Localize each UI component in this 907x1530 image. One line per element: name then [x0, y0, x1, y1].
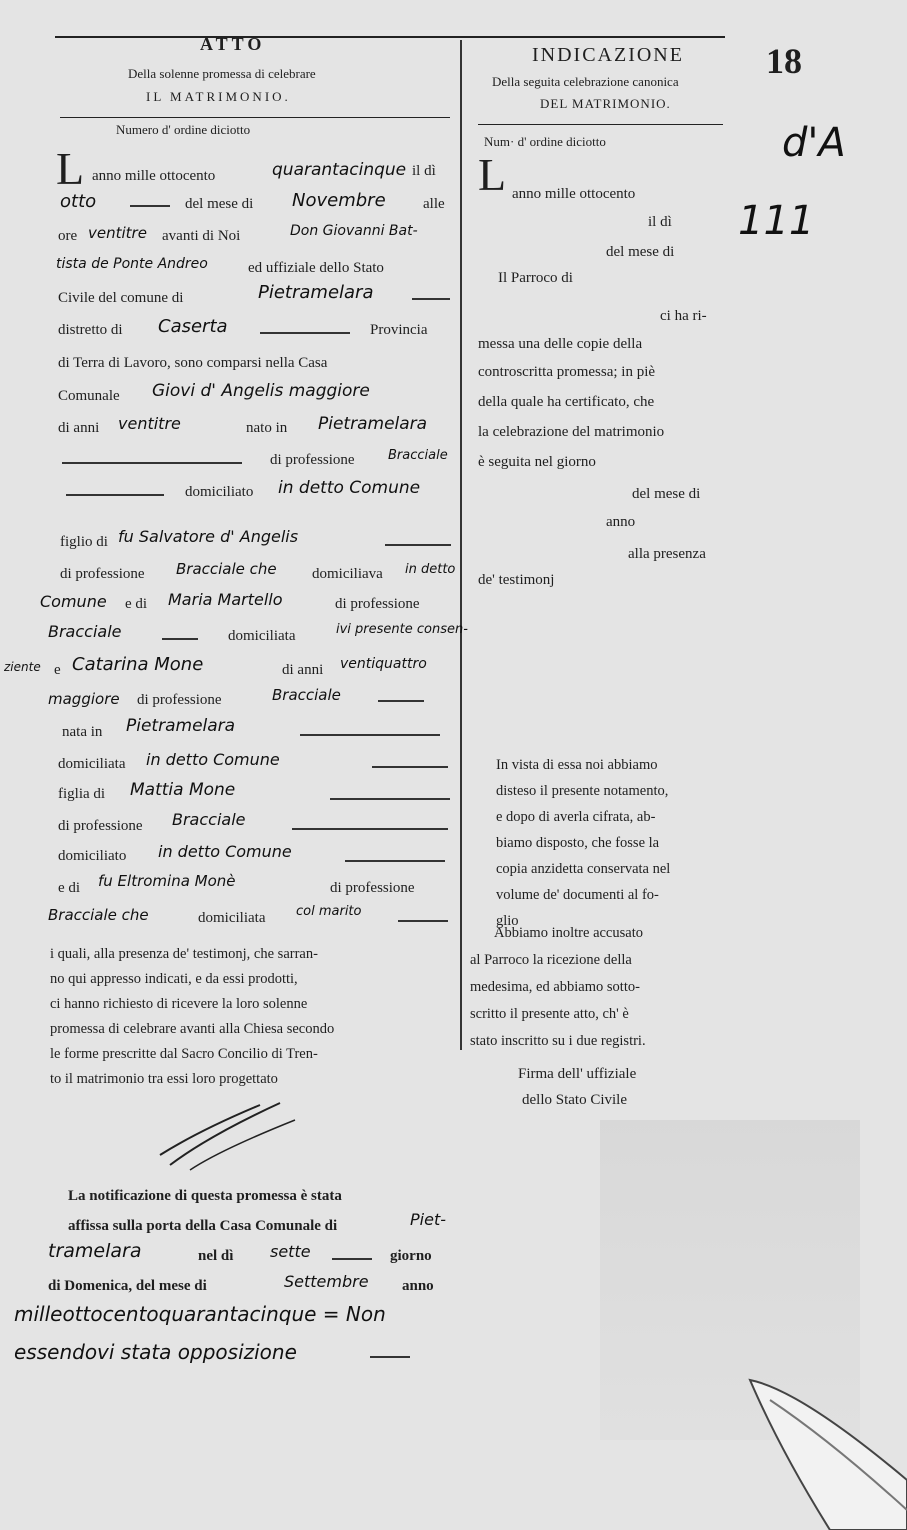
paragraph-line: In vista di essa noi abbiamo	[496, 757, 658, 773]
left-paragraph	[50, 942, 334, 1092]
right-line-4: Il Parroco di	[498, 270, 573, 286]
left-line-2: del mese di	[185, 196, 254, 212]
right-header-rule	[478, 124, 723, 125]
page-number: 18	[766, 41, 802, 81]
left-line-1b: il dì	[412, 163, 436, 179]
top-rule	[55, 36, 725, 38]
left-line-9: di anni	[58, 420, 100, 436]
right-order: Num· d' ordine diciotto	[484, 134, 606, 149]
dash	[300, 734, 440, 736]
left-line-18: nata in	[62, 724, 103, 740]
dash	[66, 494, 164, 496]
notif-line-4b: anno	[402, 1278, 434, 1294]
left-line-14b: di professione	[335, 596, 420, 612]
right-line-11: del mese di	[632, 486, 701, 502]
notif-line-1: La notificazione di questa promessa è stata	[68, 1188, 342, 1204]
left-line-20: figlia di	[58, 786, 106, 802]
left-line-16: e	[54, 662, 61, 678]
dash	[332, 1258, 372, 1260]
hand-groom-father: fu Salvatore d' Angelis	[118, 527, 299, 546]
paragraph-line: scritto il presente atto, ch' è	[470, 1006, 629, 1022]
left-line-5: Civile del comune di	[58, 290, 184, 306]
sign-line-2: dello Stato Civile	[522, 1092, 627, 1108]
notif-line-3a: nel dì	[198, 1248, 234, 1264]
left-line-13: di professione	[60, 566, 145, 582]
paragraph-line: copia anzidetta conservata nel	[496, 861, 671, 877]
hand-margin-note: ziente	[4, 660, 41, 674]
dash	[412, 298, 450, 300]
hand-bride-profession: Bracciale	[272, 686, 341, 704]
notif-line-3b: giorno	[390, 1248, 432, 1264]
left-subtitle-1: Della solenne promessa di celebrare	[128, 66, 316, 81]
paragraph-line: Abbiamo inoltre accusato	[494, 925, 643, 941]
hand-bride-mother: fu Eltromina Monè	[98, 872, 236, 890]
hand-father-profession: Bracciale che	[176, 560, 277, 578]
right-line-7: controscritta promessa; in piè	[478, 364, 656, 380]
left-line-14: e di	[125, 596, 148, 612]
right-line-3: del mese di	[606, 244, 675, 260]
right-line-10: è seguita nel giorno	[478, 454, 596, 470]
left-line-6b: Provincia	[370, 322, 428, 338]
dash	[398, 920, 448, 922]
left-line-2b: alle	[423, 196, 445, 212]
notif-line-2: affissa sulla porta della Casa Comunale di	[68, 1218, 338, 1234]
hand-officer-1: Don Giovanni Bat-	[290, 223, 418, 239]
hand-groom-mother: Maria Martello	[168, 590, 283, 609]
left-drop-cap: L	[56, 143, 85, 194]
dash	[130, 205, 170, 207]
left-line-24: domiciliata	[198, 910, 266, 926]
dash	[62, 462, 242, 464]
paragraph-line: le forme prescritte dal Sacro Concilio di Tren-	[50, 1046, 318, 1062]
dash	[260, 332, 350, 334]
hand-bride-father-profession: Bracciale	[172, 810, 246, 829]
hand-day: otto	[60, 191, 97, 212]
hand-bride-father-domicile: in detto Comune	[158, 842, 292, 861]
right-subtitle-1: Della seguita celebrazione canonica	[492, 74, 679, 89]
right-line-14: de' testimonj	[478, 572, 555, 588]
paragraph-line: i quali, alla presenza de' testimonj, che sarran-	[50, 946, 318, 962]
dash	[370, 1356, 410, 1358]
right-drop-cap: L	[478, 149, 507, 200]
left-header-rule	[60, 117, 450, 118]
paragraph-line: medesima, ed abbiamo sotto-	[470, 979, 640, 995]
right-line-2: il dì	[648, 214, 672, 230]
right-line-9: la celebrazione del matrimonio	[478, 424, 665, 440]
paragraph-line: biamo disposto, che fosse la	[496, 835, 660, 851]
right-paragraph-2	[496, 752, 670, 934]
left-line-4: ed uffiziale dello Stato	[248, 260, 384, 276]
hand-month: Novembre	[292, 190, 386, 211]
right-line-1: anno mille ottocento	[512, 186, 636, 202]
left-line-16b: di anni	[282, 662, 324, 678]
left-line-8: Comunale	[58, 388, 120, 404]
hand-note-da: d'A	[782, 120, 846, 166]
right-line-6: messa una delle copie della	[478, 336, 643, 352]
paragraph-line: to il matrimonio tra essi loro progettato	[50, 1071, 278, 1087]
paragraph-line: ci hanno richiesto di ricevere la loro solenne	[50, 996, 308, 1012]
left-line-3b: avanti di Noi	[162, 228, 241, 244]
hand-groom-profession: Bracciale	[388, 448, 448, 463]
left-line-15: domiciliata	[228, 628, 296, 644]
hand-bride-birthplace: Pietramelara	[126, 716, 236, 736]
hand-bride-major: maggiore	[48, 690, 120, 708]
left-line-21: di professione	[58, 818, 143, 834]
hand-bride-domicile: in detto Comune	[146, 750, 280, 769]
hand-comune-2: Comune	[40, 592, 107, 611]
left-line-17: di professione	[137, 692, 222, 708]
dash	[162, 638, 198, 640]
hand-comune: Pietramelara	[258, 282, 374, 303]
hand-mother-profession: Bracciale	[48, 622, 122, 641]
left-title: ATTO	[200, 34, 266, 54]
left-line-6: distretto di	[58, 322, 123, 338]
left-subtitle-2: IL MATRIMONIO.	[146, 89, 291, 104]
right-line-5: ci ha ri-	[660, 308, 707, 324]
dash	[330, 798, 450, 800]
hand-groom-domicile: in detto Comune	[278, 478, 421, 498]
paragraph-line: volume de' documenti al fo-	[496, 887, 659, 903]
scribble-mark	[150, 1095, 310, 1175]
dash	[372, 766, 448, 768]
left-line-23b: di professione	[330, 880, 415, 896]
column-divider	[460, 40, 462, 1050]
left-line-11: domiciliato	[185, 484, 254, 500]
paragraph-line: glio	[496, 913, 519, 929]
hand-district: Caserta	[158, 316, 228, 337]
left-line-19: domiciliata	[58, 756, 126, 772]
right-paragraph-3	[470, 920, 646, 1055]
hand-mother-domicile: ivi presente consen-	[336, 622, 468, 637]
paragraph-line: disteso il presente notamento,	[496, 783, 669, 799]
hand-bride-name: Catarina Mone	[72, 654, 204, 675]
hand-year: quarantacinque	[272, 160, 407, 180]
hand-groom-birthplace: Pietramelara	[318, 414, 428, 434]
left-line-3: ore	[58, 228, 78, 244]
hand-note-111: 111	[738, 198, 815, 244]
left-line-7: di Terra di Lavoro, sono comparsi nella Casa	[58, 355, 328, 371]
notif-line-4a: di Domenica, del mese di	[48, 1278, 207, 1294]
dash	[292, 828, 448, 830]
hand-notif-day: sette	[270, 1242, 311, 1261]
hand-notif-place-1: Piet-	[410, 1210, 446, 1229]
hand-notif-year: milleottocentoquarantacinque = Non	[14, 1302, 386, 1326]
left-line-9b: nato in	[246, 420, 288, 436]
dash	[378, 700, 424, 702]
hand-notif-month: Settembre	[284, 1272, 369, 1291]
paragraph-line: e dopo di averla cifrata, ab-	[496, 809, 656, 825]
right-line-8: della quale ha certificato, che	[478, 394, 655, 410]
paragraph-line: promessa di celebrare avanti alla Chiesa secondo	[50, 1021, 335, 1037]
right-line-13: alla presenza	[628, 546, 706, 562]
paragraph-line: al Parroco la ricezione della	[470, 952, 632, 968]
sign-line-1: Firma dell' uffiziale	[518, 1066, 637, 1082]
paragraph-line: stato inscritto su i due registri.	[470, 1033, 646, 1049]
hand-father-domicile: in detto	[405, 562, 456, 577]
hand-bride-mother-profession: Bracciale che	[48, 906, 149, 924]
left-line-13b: domiciliava	[312, 566, 383, 582]
hand-groom-name: Giovi d' Angelis maggiore	[152, 381, 370, 401]
hand-bride-mother-domicile: col marito	[296, 904, 362, 919]
cloth-fold	[740, 1370, 907, 1530]
hand-officer-2: tista de Ponte Andreo	[56, 256, 208, 272]
hand-bride-father: Mattia Mone	[130, 780, 236, 800]
left-order: Numero d' ordine diciotto	[116, 122, 251, 137]
hand-hour: ventitre	[88, 224, 147, 242]
hand-notif-place-2: tramelara	[48, 1240, 142, 1262]
left-line-1: anno mille ottocento	[92, 168, 216, 184]
hand-bride-age: ventiquattro	[340, 656, 427, 672]
right-subtitle-2: DEL MATRIMONIO.	[540, 96, 671, 111]
left-line-23: e di	[58, 880, 81, 896]
left-line-22: domiciliato	[58, 848, 127, 864]
left-line-12: figlio di	[60, 534, 108, 550]
right-line-12: anno	[606, 514, 636, 530]
left-line-10: di professione	[270, 452, 355, 468]
dash	[345, 860, 445, 862]
paragraph-line: no qui appresso indicati, e da essi prodotti,	[50, 971, 298, 987]
dash	[385, 544, 451, 546]
hand-notif-opposition: essendovi stata opposizione	[14, 1340, 297, 1364]
right-title: INDICAZIONE	[532, 44, 684, 66]
hand-groom-age: ventitre	[118, 414, 181, 433]
